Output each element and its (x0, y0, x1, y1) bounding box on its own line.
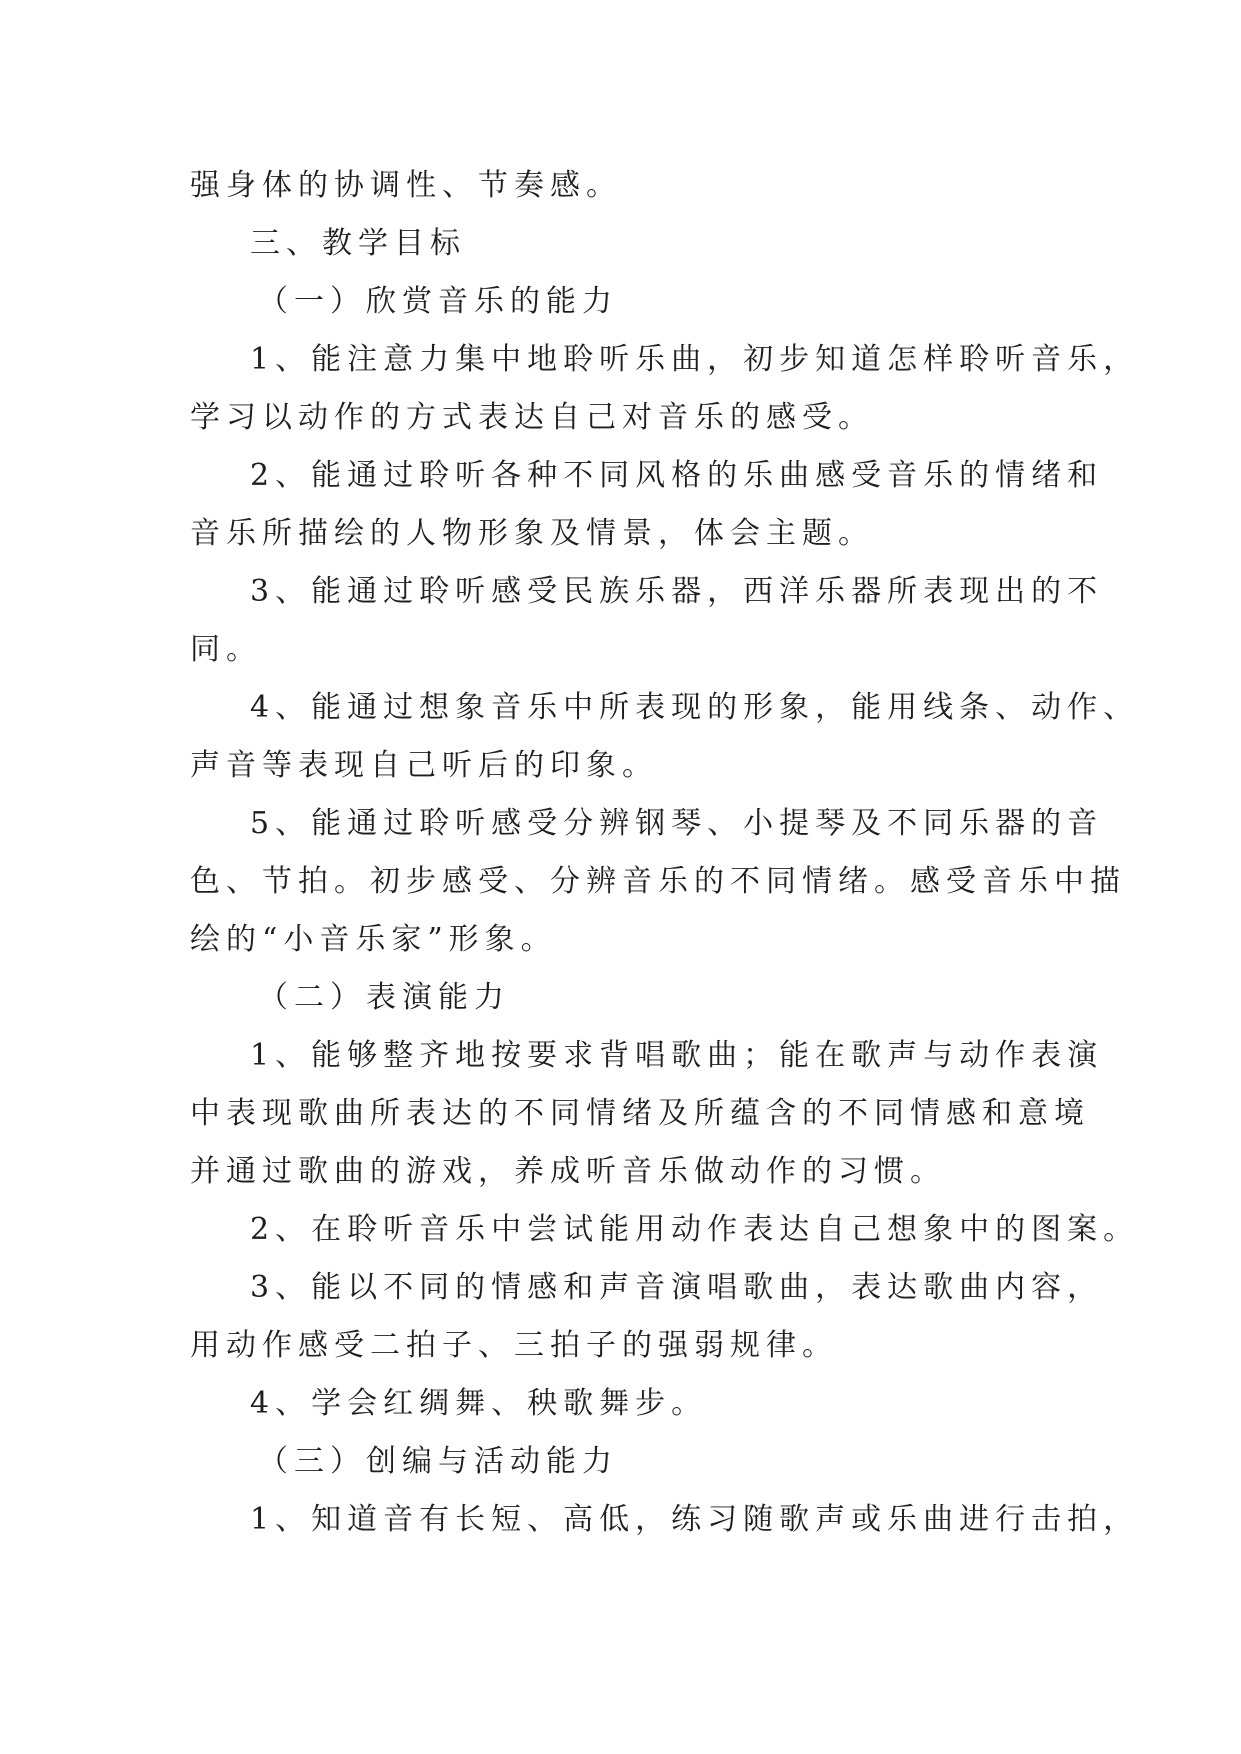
text-line: 3、能通过聆听感受民族乐器，西洋乐器所表现出的不 (250, 574, 1104, 609)
text-line: 2、在聆听音乐中尝试能用动作表达自己想象中的图案。 (250, 1212, 1140, 1247)
text-line: 同。 (190, 632, 262, 667)
text-line: 并通过歌曲的游戏，养成听音乐做动作的习惯。 (190, 1154, 946, 1189)
text-line: 音乐所描绘的人物形象及情景，体会主题。 (190, 516, 874, 551)
text-line: 5、能通过聆听感受分辨钢琴、小提琴及不同乐器的音 (250, 806, 1104, 841)
section-heading: 三、教学目标 (250, 226, 466, 261)
text-line: 1、能够整齐地按要求背唱歌曲；能在歌声与动作表演 (250, 1038, 1104, 1073)
text-line: 4、能通过想象音乐中所表现的形象，能用线条、动作、 (250, 690, 1140, 725)
text-line: 强身体的协调性、节奏感。 (190, 168, 622, 203)
text-line: 中表现歌曲所表达的不同情绪及所蕴含的不同情感和意境 (190, 1096, 1090, 1131)
text-line: 1、能注意力集中地聆听乐曲，初步知道怎样聆听音乐， (250, 342, 1140, 377)
text-line: 用动作感受二拍子、三拍子的强弱规律。 (190, 1328, 838, 1363)
text-line: 学习以动作的方式表达自己对音乐的感受。 (190, 400, 874, 435)
text-line: 1、知道音有长短、高低，练习随歌声或乐曲进行击拍， (250, 1502, 1140, 1537)
text-line: 色、节拍。初步感受、分辨音乐的不同情绪。感受音乐中描 (190, 864, 1126, 899)
text-line: 3、能以不同的情感和声音演唱歌曲，表达歌曲内容， (250, 1270, 1104, 1305)
text-line: 声音等表现自己听后的印象。 (190, 748, 658, 783)
text-line: 2、能通过聆听各种不同风格的乐曲感受音乐的情绪和 (250, 458, 1104, 493)
subsection-heading: （一）欣赏音乐的能力 (258, 284, 618, 319)
subsection-heading: （二）表演能力 (258, 980, 510, 1015)
text-line: 绘的“小音乐家”形象。 (190, 922, 557, 957)
text-line: 4、学会红绸舞、秧歌舞步。 (250, 1386, 708, 1421)
subsection-heading: （三）创编与活动能力 (258, 1444, 618, 1479)
